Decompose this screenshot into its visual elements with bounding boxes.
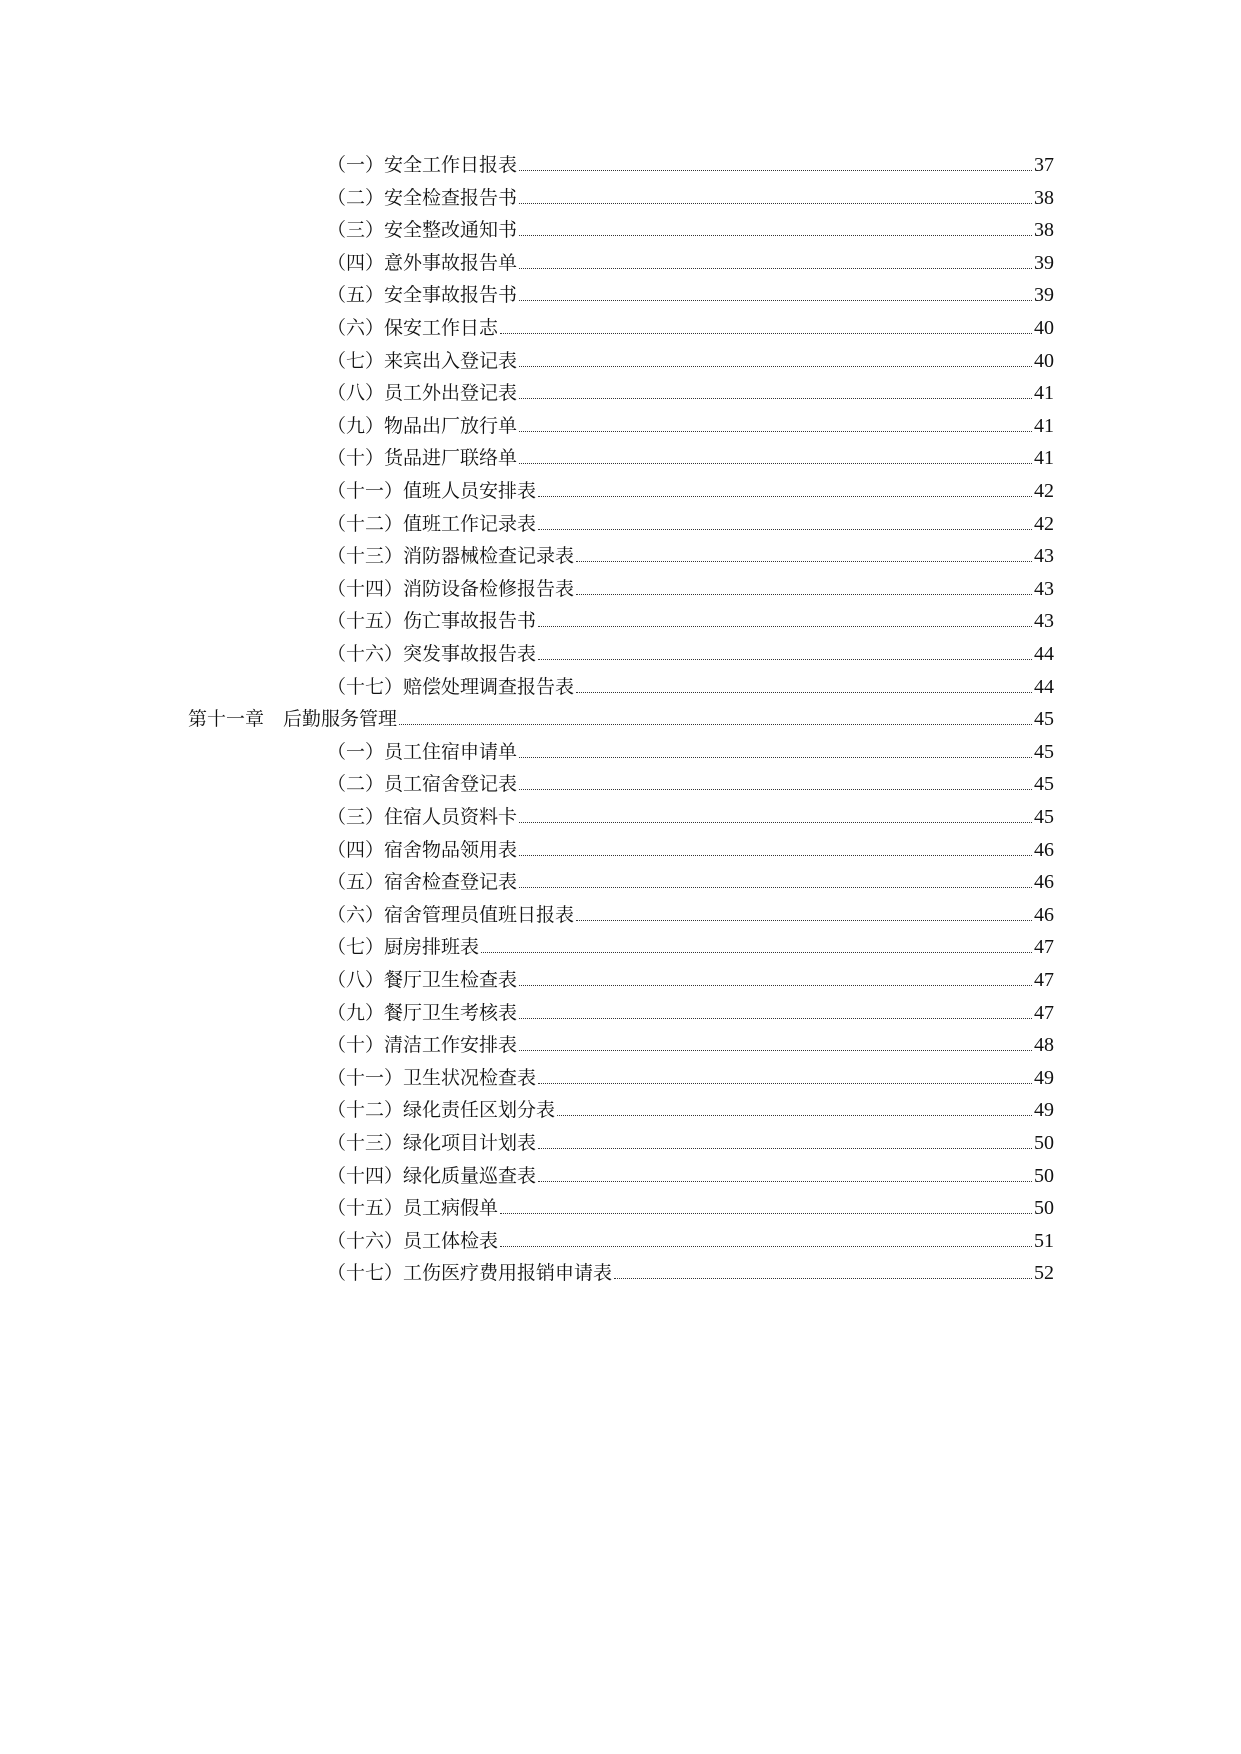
toc-entry-title: （八）餐厅卫生检查表 [327,969,518,991]
toc-page-number: 50 [1034,1197,1054,1220]
toc-entry[interactable] [327,1128,1054,1158]
toc-page-number: 40 [1034,317,1054,339]
toc-entry[interactable] [327,900,1054,930]
toc-page-number: 50 [1034,1132,1054,1154]
toc-entry[interactable] [327,606,1054,636]
toc-dot-leader [576,594,1032,595]
toc-entry[interactable] [327,1063,1054,1093]
toc-entry-title: （三）住宿人员资料卡 [327,806,518,828]
toc-entry[interactable] [327,672,1054,702]
toc-entry-title: （九）餐厅卫生考核表 [327,1001,518,1024]
toc-page-number: 41 [1034,447,1054,470]
toc-dot-leader [500,1246,1032,1247]
toc-dot-leader [519,1018,1032,1019]
toc-entry[interactable] [327,346,1054,376]
toc-dot-leader [519,789,1032,790]
toc-entry[interactable] [327,443,1054,473]
toc-entry-title: （四）宿舍物品领用表 [327,838,518,861]
toc-entry-title: （十一）值班人员安排表 [327,480,537,502]
toc-dot-leader [519,300,1032,301]
toc-dot-leader [481,952,1032,953]
toc-page-number: 43 [1034,577,1054,600]
toc-entry-title: （十五）员工病假单 [327,1197,499,1220]
toc-entry-title: （八）员工外出登记表 [327,382,518,405]
toc-page-number: 46 [1034,903,1054,926]
toc-dot-leader [519,887,1032,888]
toc-dot-leader [399,724,1032,725]
toc-dot-leader [538,496,1032,497]
toc-dot-leader [519,1050,1032,1051]
toc-entry[interactable] [327,248,1054,278]
toc-entry-title: （六）保安工作日志 [327,317,499,339]
toc-dot-leader [519,985,1032,986]
toc-dot-leader [538,659,1032,660]
toc-entry-title: （十七）工伤医疗费用报销申请表 [327,1262,613,1285]
toc-entry[interactable] [327,150,1054,180]
toc-dot-leader [519,463,1032,464]
toc-entry[interactable] [327,378,1054,408]
toc-entry-title: （十）清洁工作安排表 [327,1034,518,1057]
toc-dot-leader [576,692,1032,693]
toc-entry-title: （二）安全检查报告书 [327,186,518,209]
toc-dot-leader [614,1278,1032,1279]
toc-chapter-entry[interactable] [188,704,1054,734]
toc-entry-title: （十六）突发事故报告表 [327,643,537,665]
toc-entry-title: （一）员工住宿申请单 [327,740,518,763]
toc-page-number: 48 [1034,1034,1054,1057]
toc-entry[interactable] [327,541,1054,571]
toc-page-number: 40 [1034,349,1054,372]
toc-dot-leader [557,1115,1032,1116]
toc-page-number: 45 [1034,806,1054,828]
toc-entry-title: （一）安全工作日报表 [327,154,518,176]
toc-page-number: 47 [1034,1001,1054,1024]
toc-page-number: 49 [1034,1066,1054,1089]
toc-entry[interactable] [327,509,1054,539]
toc-dot-leader [576,561,1032,562]
toc-entry-title: （七）来宾出入登记表 [327,349,518,372]
toc-entry[interactable] [327,802,1054,832]
toc-page-number: 45 [1034,740,1054,763]
toc-entry-title: （十七）赔偿处理调查报告表 [327,675,575,698]
toc-page-number: 47 [1034,969,1054,991]
toc-dot-leader [538,529,1032,530]
toc-dot-leader [576,920,1032,921]
toc-entry[interactable] [327,867,1054,897]
toc-page-number: 42 [1034,512,1054,535]
toc-page-number: 38 [1034,219,1054,242]
toc-page-number: 45 [1034,773,1054,796]
toc-entry[interactable] [327,1226,1054,1256]
toc-entry-title: （五）宿舍检查登记表 [327,871,518,894]
toc-page-number: 37 [1034,154,1054,176]
toc-dot-leader [538,1083,1032,1084]
toc-entry[interactable] [327,1161,1054,1191]
toc-dot-leader [519,822,1032,823]
toc-page-number: 44 [1034,643,1054,665]
toc-entry[interactable] [327,1193,1054,1223]
toc-entry[interactable] [327,476,1054,506]
toc-dot-leader [519,855,1032,856]
toc-page-number: 49 [1034,1099,1054,1122]
toc-entry[interactable] [327,215,1054,245]
toc-entry[interactable] [327,183,1054,213]
toc-dot-leader [538,1148,1032,1149]
toc-page-number: 51 [1034,1229,1054,1252]
toc-dot-leader [519,366,1032,367]
toc-page-number: 42 [1034,480,1054,502]
toc-entry-title: 第十一章 后勤服务管理 [188,708,398,731]
toc-entry-title: （十三）消防器械检查记录表 [327,545,575,568]
toc-page-number: 50 [1034,1164,1054,1187]
toc-entry-title: （三）安全整改通知书 [327,219,518,242]
toc-entry-title: （十二）绿化责任区划分表 [327,1099,556,1122]
toc-entry-title: （十三）绿化项目计划表 [327,1132,537,1154]
toc-entry[interactable] [327,1095,1054,1125]
toc-page-number: 39 [1034,284,1054,307]
toc-entry-title: （十一）卫生状况检查表 [327,1066,537,1089]
toc-entry-title: （十六）员工体检表 [327,1229,499,1252]
toc-entry[interactable] [327,639,1054,669]
toc-dot-leader [519,170,1032,171]
toc-entry-title: （六）宿舍管理员值班日报表 [327,903,575,926]
toc-page-number: 46 [1034,871,1054,894]
toc-dot-leader [538,1181,1032,1182]
toc-dot-leader [519,398,1032,399]
toc-dot-leader [500,1213,1032,1214]
toc-entry-title: （四）意外事故报告单 [327,251,518,274]
toc-dot-leader [519,203,1032,204]
toc-entry-title: （七）厨房排班表 [327,936,480,959]
toc-entry-title: （十）货品进厂联络单 [327,447,518,470]
toc-page-number: 45 [1034,708,1054,731]
toc-entry[interactable] [327,411,1054,441]
toc-entry[interactable] [327,1258,1054,1288]
toc-entry-title: （十二）值班工作记录表 [327,512,537,535]
toc-entry-title: （二）员工宿舍登记表 [327,773,518,796]
toc-entry-title: （十四）消防设备检修报告表 [327,577,575,600]
toc-page-number: 41 [1034,414,1054,437]
toc-entry[interactable] [327,932,1054,962]
toc-dot-leader [519,235,1032,236]
toc-page-number: 43 [1034,610,1054,633]
toc-entry[interactable] [327,280,1054,310]
toc-dot-leader [538,626,1032,627]
toc-entry[interactable] [327,769,1054,799]
toc-dot-leader [500,333,1032,334]
toc-entry-title: （十四）绿化质量巡查表 [327,1164,537,1187]
toc-entry-title: （十五）伤亡事故报告书 [327,610,537,633]
toc-page-number: 41 [1034,382,1054,405]
toc-page-number: 39 [1034,251,1054,274]
toc-entry[interactable] [327,737,1054,767]
toc-dot-leader [519,268,1032,269]
toc-entry[interactable] [327,313,1054,343]
toc-page-number: 43 [1034,545,1054,568]
toc-page-number: 46 [1034,838,1054,861]
toc-entry[interactable] [327,1030,1054,1060]
toc-dot-leader [519,431,1032,432]
toc-page-number: 44 [1034,675,1054,698]
toc-entry[interactable] [327,965,1054,995]
toc-page-number: 52 [1034,1262,1054,1285]
toc-entry-title: （九）物品出厂放行单 [327,414,518,437]
toc-entry[interactable] [327,998,1054,1028]
toc-page-number: 47 [1034,936,1054,959]
toc-dot-leader [519,757,1032,758]
toc-entry[interactable] [327,835,1054,865]
toc-entry[interactable] [327,574,1054,604]
toc-page-number: 38 [1034,186,1054,209]
toc-entry-title: （五）安全事故报告书 [327,284,518,307]
